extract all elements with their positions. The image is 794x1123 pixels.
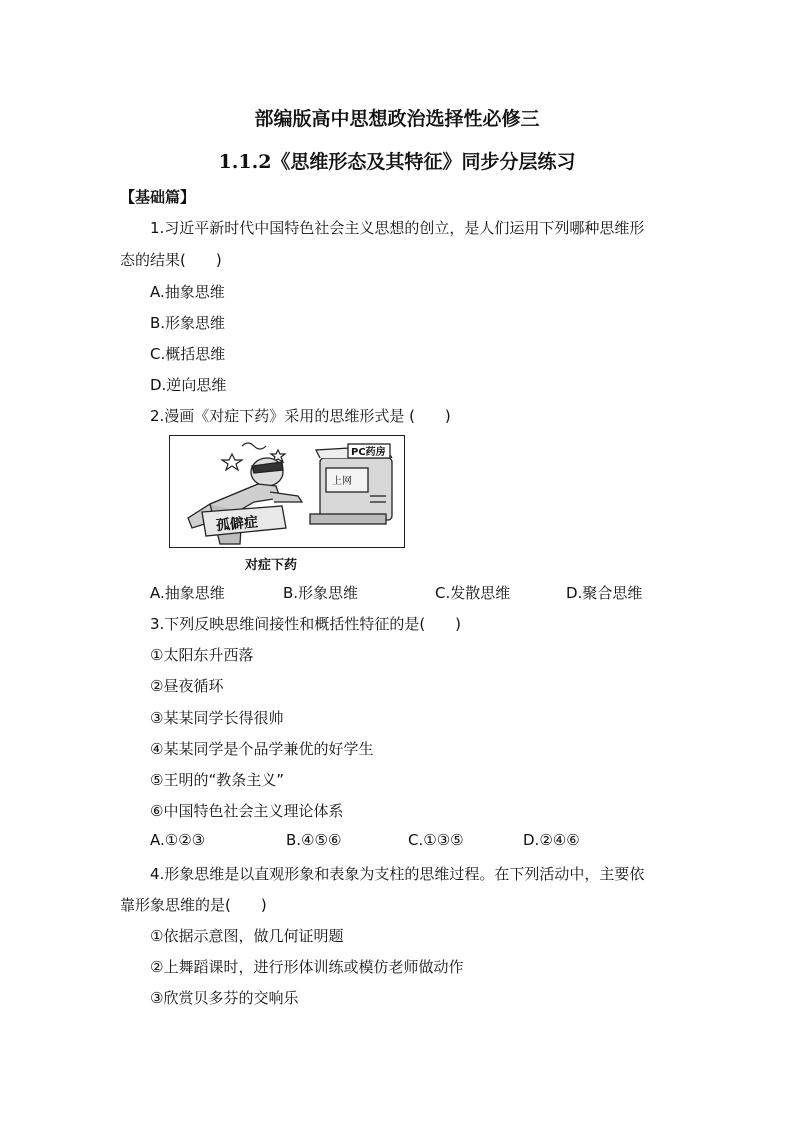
q4-item-3: ③欣赏贝多芬的交响乐 <box>150 989 299 1007</box>
q3-item-1: ①太阳东升西落 <box>150 646 254 664</box>
q3-item-3: ③某某同学长得很帅 <box>150 709 284 727</box>
q1-option-d: D.逆向思维 <box>150 376 227 394</box>
screen-text: 上网 <box>332 476 352 487</box>
q1-option-b: B.形象思维 <box>150 314 226 332</box>
q3-option-d: D.②④⑥ <box>523 831 580 849</box>
q4-item-1: ①依据示意图，做几何证明题 <box>150 927 344 945</box>
q1-stem-line2: 态的结果( ) <box>120 251 222 269</box>
comic-image <box>169 435 405 548</box>
q3-option-a: A.①②③ <box>150 831 206 849</box>
sign-text: PC药房 <box>351 447 386 458</box>
section-heading: 【基础篇】 <box>120 188 196 206</box>
q3-option-c: C.①③⑤ <box>408 831 464 849</box>
q4-stem-line2: 靠形象思维的是( ) <box>120 896 267 914</box>
q2-stem: 2.漫画《对症下药》采用的思维形式是 ( ) <box>150 407 451 425</box>
q2-option-a: A.抽象思维 <box>150 584 225 602</box>
pharmacy-machine-icon <box>310 444 392 524</box>
q3-item-4: ④某某同学是个品学兼优的好学生 <box>150 740 374 758</box>
q3-item-2: ②昼夜循环 <box>150 677 224 695</box>
q2-option-b: B.形象思维 <box>283 584 359 602</box>
q3-option-b: B.④⑤⑥ <box>286 831 342 849</box>
box-text: 孤僻症 <box>215 514 259 535</box>
q4-item-2: ②上舞蹈课时，进行形体训练或模仿老师做动作 <box>150 958 464 976</box>
q2-option-c: C.发散思维 <box>435 584 511 602</box>
comic-illustration <box>170 436 404 547</box>
comic-caption: 对症下药 <box>245 558 298 573</box>
illness-box-icon <box>202 506 286 536</box>
q1-option-a: A.抽象思维 <box>150 283 225 301</box>
q3-item-5: ⑤王明的“教条主义” <box>150 771 284 789</box>
document-subtitle: 1.1.2《思维形态及其特征》同步分层练习 <box>218 151 576 173</box>
q4-stem-line1: 4.形象思维是以直观形象和表象为支柱的思维过程。在下列活动中，主要依 <box>150 865 645 883</box>
q1-stem-line1: 1.习近平新时代中国特色社会主义思想的创立，是人们运用下列哪种思维形 <box>150 219 645 237</box>
q1-option-c: C.概括思维 <box>150 345 226 363</box>
document-title: 部编版高中思想政治选择性必修三 <box>254 108 540 130</box>
q3-stem: 3.下列反映思维间接性和概括性特征的是( ) <box>150 615 462 633</box>
q3-item-6: ⑥中国特色社会主义理论体系 <box>150 802 344 820</box>
q2-option-d: D.聚合思维 <box>566 584 643 602</box>
